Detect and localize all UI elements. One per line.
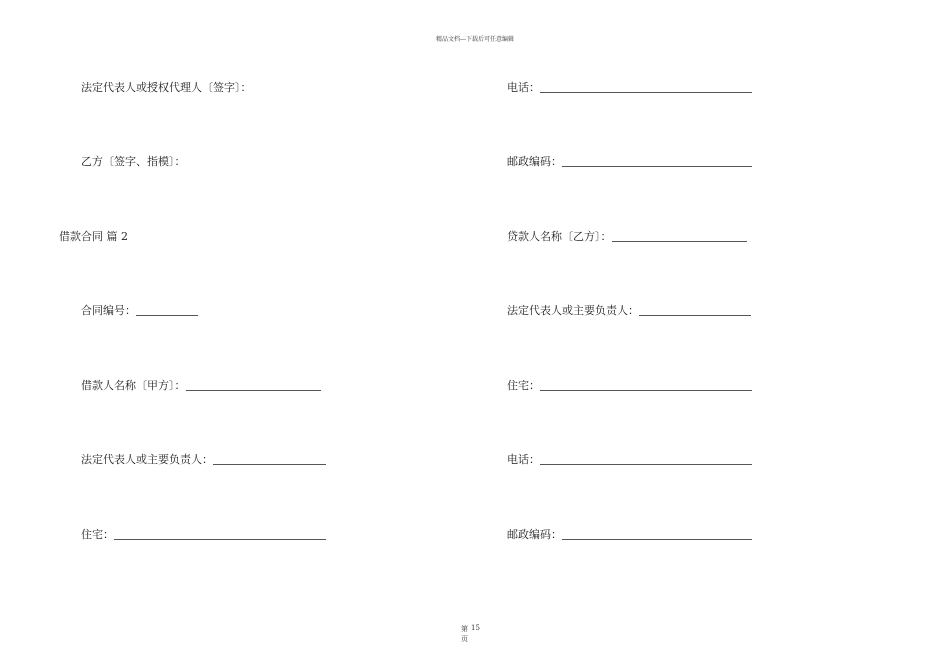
right-field-address[interactable] — [507, 379, 752, 393]
fill-line[interactable] — [612, 231, 747, 242]
fill-line[interactable] — [540, 454, 752, 465]
fill-line[interactable] — [213, 454, 326, 465]
field-label: 电话： — [507, 81, 540, 94]
page-header: 精品文档---下载后可任意编辑 — [435, 36, 515, 43]
right-field-phone[interactable] — [507, 81, 752, 95]
field-label: 法定代表人或主要负责人： — [507, 304, 639, 317]
right-field-lender-name[interactable] — [507, 230, 747, 244]
left-field-address[interactable] — [81, 528, 326, 542]
fill-line[interactable] — [114, 529, 326, 540]
section-title-text: 借款合同 篇 2 — [59, 230, 128, 243]
field-label: 电话： — [507, 453, 540, 466]
right-field-phone-2[interactable] — [507, 453, 752, 467]
right-field-legal-rep[interactable] — [507, 304, 751, 318]
field-label: 乙方〔签字、指模〕： — [81, 155, 186, 168]
field-label: 邮政编码： — [507, 155, 562, 168]
field-label: 邮政编码： — [507, 528, 562, 541]
page-prefix: 第 — [461, 625, 468, 633]
fill-line[interactable] — [540, 380, 752, 391]
fill-line[interactable] — [186, 380, 321, 391]
fill-line[interactable] — [136, 305, 198, 316]
left-field-authorized-signature — [81, 81, 252, 95]
page-number: 15 — [471, 624, 480, 632]
field-label: 住宅： — [507, 379, 540, 392]
field-label: 贷款人名称〔乙方〕： — [507, 230, 612, 243]
left-field-borrower-name[interactable] — [81, 379, 321, 393]
field-label: 法定代表人或授权代理人〔签字〕： — [81, 81, 252, 94]
page-suffix: 页 — [461, 635, 468, 643]
fill-line[interactable] — [540, 82, 752, 93]
field-label: 法定代表人或主要负责人： — [81, 453, 213, 466]
left-field-contract-number[interactable] — [81, 304, 198, 318]
field-label: 借款人名称〔甲方〕： — [81, 379, 186, 392]
fill-line[interactable] — [562, 156, 752, 167]
section-title — [59, 230, 128, 244]
left-field-party-b-signature — [81, 155, 186, 169]
left-field-legal-rep[interactable] — [81, 453, 326, 467]
field-label: 合同编号： — [81, 304, 136, 317]
right-field-postcode[interactable] — [507, 155, 752, 169]
fill-line[interactable] — [639, 305, 751, 316]
right-field-postcode-2[interactable] — [507, 528, 752, 542]
field-label: 住宅： — [81, 528, 114, 541]
fill-line[interactable] — [562, 529, 752, 540]
